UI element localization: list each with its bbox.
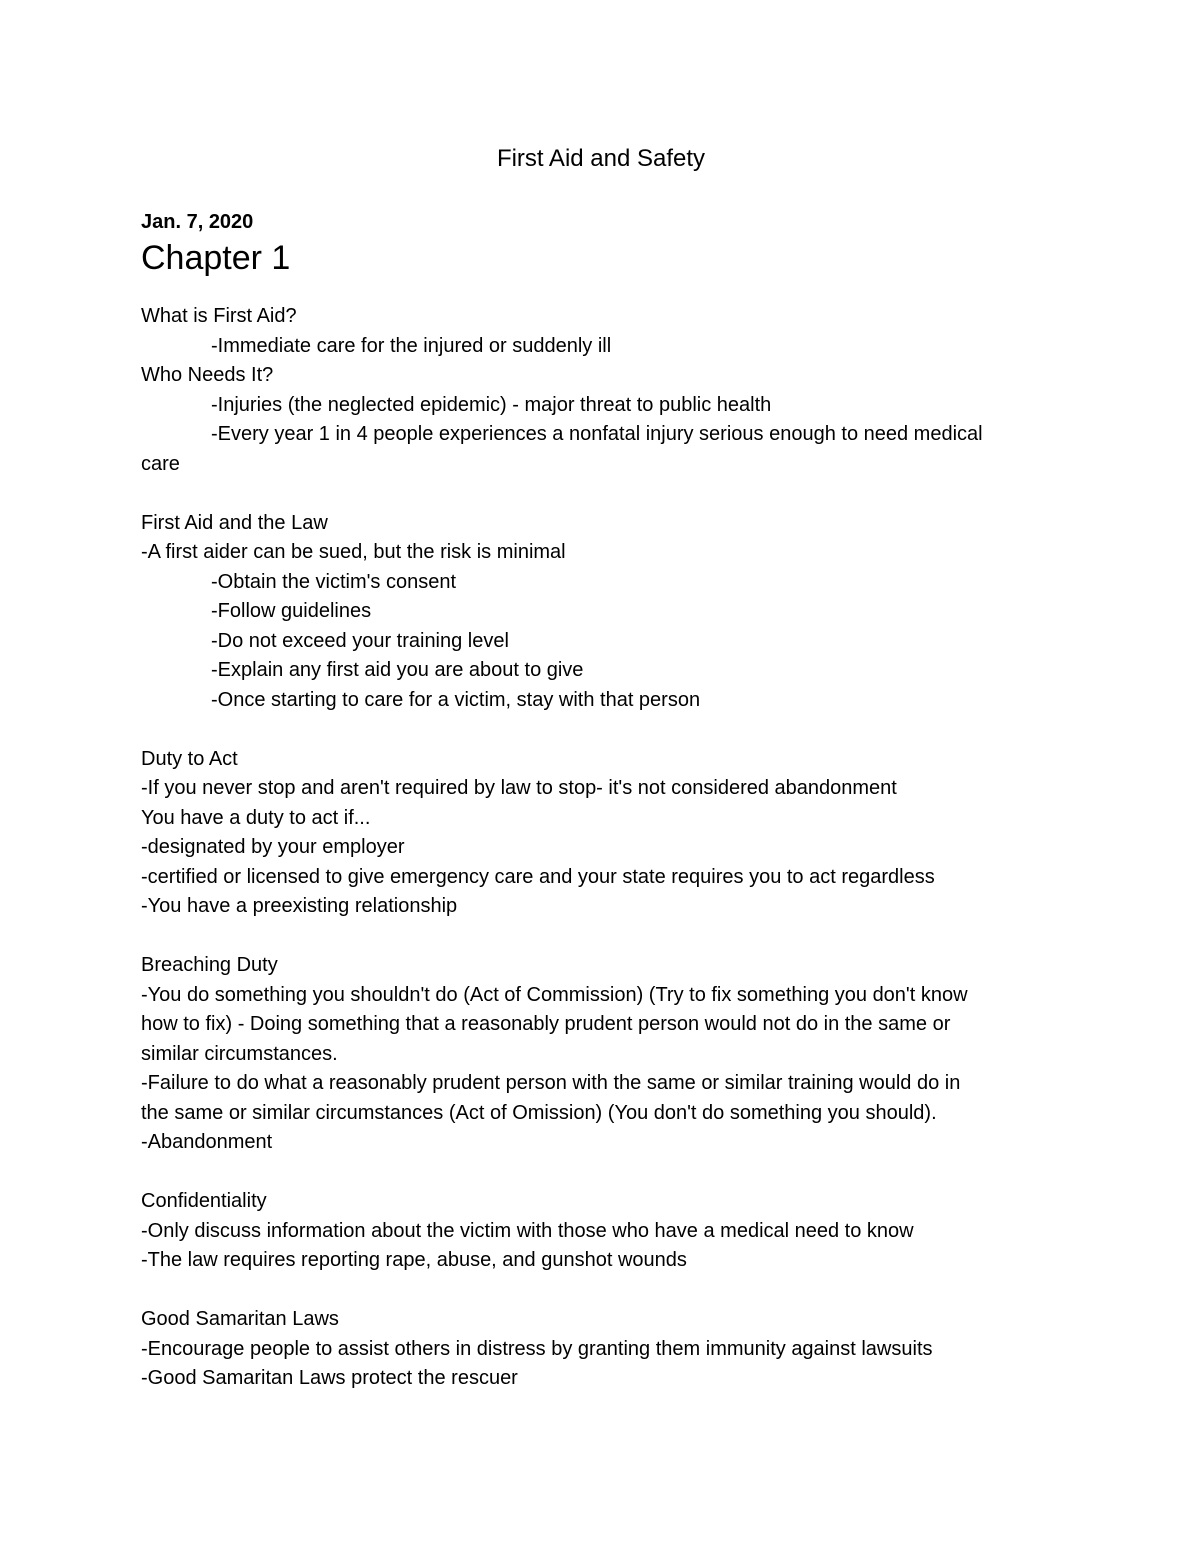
law-intro: -A first aider can be sued, but the risk is minimal	[141, 541, 566, 563]
list-item: -Follow guidelines	[211, 600, 372, 622]
text-line: -Failure to do what a reasonably prudent person with the same or similar training would do in	[141, 1072, 961, 1094]
chapter-heading: Chapter 1	[141, 239, 291, 277]
list-item: -Do not exceed your training level	[211, 629, 509, 652]
text-line: -Good Samaritan Laws protect the rescuer	[141, 1367, 518, 1389]
list-item: -Explain any first aid you are about to give	[211, 659, 584, 681]
paragraph-gap	[141, 1158, 1061, 1188]
question-who-needs-it: Who Needs It?	[141, 364, 274, 386]
paragraph-gap	[141, 1276, 1061, 1306]
answer-line: -Immediate care for the injured or suddenly ill	[211, 334, 612, 357]
paragraph-gap	[141, 922, 1061, 952]
text-line: similar circumstances.	[141, 1042, 338, 1065]
document-page	[141, 140, 1061, 1394]
text-line: -designated by your employer	[141, 836, 405, 858]
section-heading-law: First Aid and the Law	[141, 511, 328, 534]
text-line: -Encourage people to assist others in distress by granting them immunity against lawsuits	[141, 1337, 933, 1360]
list-item: -Obtain the victim's consent	[211, 570, 457, 593]
answer-line: -Every year 1 in 4 people experiences a nonfatal injury serious enough to need medical	[211, 423, 983, 445]
section-heading-samaritan: Good Samaritan Laws	[141, 1308, 339, 1330]
document-body	[141, 302, 1061, 1394]
answer-line-continued: care	[141, 452, 180, 475]
text-line: -You do something you shouldn't do (Act of Commission) (Try to fix something you don't know	[141, 983, 968, 1006]
section-heading-duty: Duty to Act	[141, 747, 238, 770]
text-line: -Abandonment	[141, 1131, 273, 1153]
section-heading-breach: Breaching Duty	[141, 954, 278, 976]
text-line: the same or similar circumstances (Act of Omission) (You don't do something you should).	[141, 1101, 937, 1124]
list-item: -Once starting to care for a victim, stay with that person	[211, 688, 701, 711]
text-line: -Only discuss information about the victim with those who have a medical need to know	[141, 1219, 914, 1242]
paragraph-gap	[141, 479, 1061, 509]
section-heading-confidentiality: Confidentiality	[141, 1190, 267, 1212]
paragraph-gap	[141, 715, 1061, 745]
text-line: -certified or licensed to give emergency care and your state requires you to act regardless	[141, 865, 935, 888]
text-line: You have a duty to act if...	[141, 806, 371, 829]
answer-line: -Injuries (the neglected epidemic) - major threat to public health	[211, 393, 772, 416]
text-line: -The law requires reporting rape, abuse, and gunshot wounds	[141, 1249, 687, 1271]
question-what-is-first-aid: What is First Aid?	[141, 305, 297, 327]
document-title: First Aid and Safety	[496, 145, 706, 172]
document-date: Jan. 7, 2020	[141, 211, 254, 233]
text-line: -If you never stop and aren't required by law to stop- it's not considered abandonment	[141, 777, 897, 799]
text-line: -You have a preexisting relationship	[141, 895, 458, 917]
text-line: how to fix) - Doing something that a reasonably prudent person would not do in the same or	[141, 1013, 951, 1035]
